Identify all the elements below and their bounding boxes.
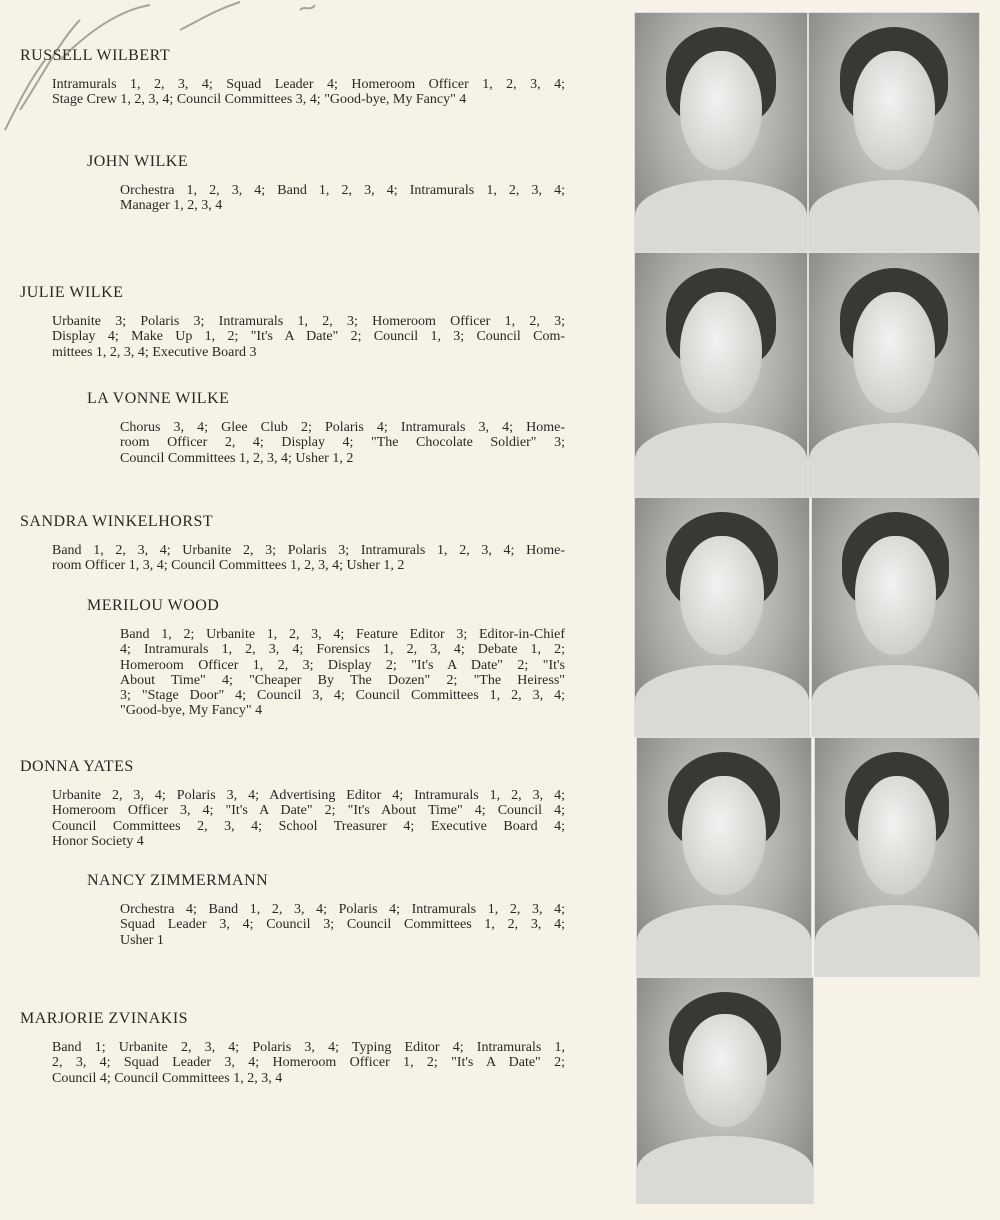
activities-text xyxy=(120,420,565,466)
activities-line: mittees 1, 2, 3, 4; Executive Board 3 xyxy=(52,344,257,360)
student-portrait-photo xyxy=(636,977,814,1204)
portrait-body-shape xyxy=(815,905,979,976)
activities-line: room Officer 1, 3, 4; Council Committees 1, 2, 3, 4; Usher 1, 2 xyxy=(52,558,405,574)
student-portrait-photo xyxy=(634,252,808,497)
activities-text xyxy=(52,314,565,360)
portrait-body-shape xyxy=(809,180,979,251)
activities-line: Honor Society 4 xyxy=(52,833,144,849)
portrait-face xyxy=(853,51,935,170)
portrait-face xyxy=(680,292,763,414)
student-portrait-photo xyxy=(636,737,812,977)
activities-line: 4; Intramurals 1, 2, 3, 4; Forensics 1, 2, 3, 4; Debate 1, 2; xyxy=(120,642,565,658)
student-name: LA VONNE WILKE xyxy=(87,390,230,407)
student-name: JULIE WILKE xyxy=(20,284,124,301)
activities-line: "Good-bye, My Fancy" 4 xyxy=(120,703,263,719)
activities-line: Intramurals 1, 2, 3, 4; Squad Leader 4; Homeroom Officer 1, 2, 3, 4; xyxy=(52,77,565,92)
activities-line: Council Committees 2, 3, 4; School Treasurer 4; Executive Board 4; xyxy=(52,818,565,834)
portrait-face xyxy=(855,536,935,655)
portrait-face xyxy=(680,51,763,170)
activities-line: Band 1, 2, 3, 4; Urbanite 2, 3; Polaris 3; Intramurals 1, 2, 3, 4; Home- xyxy=(52,543,565,558)
portrait-face xyxy=(680,536,764,655)
student-name: RUSSELL WILBERT xyxy=(20,47,171,64)
activities-line: Chorus 3, 4; Glee Club 2; Polaris 4; Intramurals 3, 4; Home- xyxy=(120,420,565,435)
handwritten-signature-scribble xyxy=(0,0,330,140)
portrait-body-shape xyxy=(635,180,807,251)
student-portrait-photo xyxy=(634,497,810,737)
portrait-body-shape xyxy=(637,905,811,976)
activities-text xyxy=(120,902,565,948)
activities-line: Band 1, 2; Urbanite 1, 2, 3, 4; Feature Editor 3; Editor-in-Chief xyxy=(120,627,565,642)
student-name: SANDRA WINKELHORST xyxy=(20,513,214,530)
activities-text xyxy=(52,77,565,108)
portrait-face xyxy=(682,776,766,895)
portrait-body-shape xyxy=(809,423,979,496)
activities-line: 3; "Stage Door" 4; Council 3, 4; Council Committees 1, 2, 3, 4; xyxy=(120,688,565,704)
student-name: JOHN WILKE xyxy=(87,153,189,170)
student-portrait-photo xyxy=(811,497,980,737)
activities-text xyxy=(52,543,565,574)
activities-line: Urbanite 2, 3, 4; Polaris 3, 4; Advertising Editor 4; Intramurals 1, 2, 3, 4; xyxy=(52,788,565,803)
activities-line: room Officer 2, 4; Display 4; "The Chocolate Soldier" 3; xyxy=(120,435,565,451)
activities-line: Band 1; Urbanite 2, 3, 4; Polaris 3, 4; Typing Editor 4; Intramurals 1, xyxy=(52,1040,565,1055)
activities-line: About Time" 4; "Cheaper By The Dozen" 2; "The Heiress" xyxy=(120,672,565,688)
student-name: NANCY ZIMMERMANN xyxy=(87,872,269,889)
activities-text xyxy=(52,1040,565,1086)
activities-text xyxy=(52,788,565,849)
student-portrait-photo xyxy=(634,12,808,252)
activities-line: Display 4; Make Up 1, 2; "It's A Date" 2; Council 1, 3; Council Com- xyxy=(52,329,565,345)
activities-text xyxy=(120,627,565,719)
portrait-face xyxy=(683,1014,767,1127)
activities-line: Manager 1, 2, 3, 4 xyxy=(120,198,223,214)
activities-line: Urbanite 3; Polaris 3; Intramurals 1, 2, 3; Homeroom Officer 1, 2, 3; xyxy=(52,314,565,329)
portrait-body-shape xyxy=(635,665,809,736)
activities-line: 2, 3, 4; Squad Leader 3, 4; Homeroom Officer 1, 2; "It's A Date" 2; xyxy=(52,1055,565,1071)
portrait-body-shape xyxy=(635,423,807,496)
portrait-face xyxy=(853,292,935,414)
activities-line: Orchestra 1, 2, 3, 4; Band 1, 2, 3, 4; Intramurals 1, 2, 3, 4; xyxy=(120,183,565,198)
activities-line: Homeroom Officer 3, 4; "It's A Date" 2; "It's About Time" 4; Council 4; xyxy=(52,803,565,819)
student-name: MARJORIE ZVINAKIS xyxy=(20,1010,189,1027)
activities-text xyxy=(120,183,565,214)
student-name: DONNA YATES xyxy=(20,758,134,775)
portrait-body-shape xyxy=(637,1136,813,1204)
portrait-body-shape xyxy=(812,665,979,736)
activities-line: Usher 1 xyxy=(120,932,164,948)
portrait-face xyxy=(858,776,937,895)
activities-line: Squad Leader 3, 4; Council 3; Council Committees 1, 2, 3, 4; xyxy=(120,917,565,933)
activities-line: Council 4; Council Committees 1, 2, 3, 4 xyxy=(52,1070,283,1086)
activities-line: Council Committees 1, 2, 3, 4; Usher 1, 2 xyxy=(120,450,354,466)
student-portrait-photo xyxy=(808,12,980,252)
activities-line: Stage Crew 1, 2, 3, 4; Council Committees 3, 4; "Good-bye, My Fancy" 4 xyxy=(52,92,467,108)
activities-line: Orchestra 4; Band 1, 2, 3, 4; Polaris 4; Intramurals 1, 2, 3, 4; xyxy=(120,902,565,917)
activities-line: Homeroom Officer 1, 2, 3; Display 2; "It's A Date" 2; "It's xyxy=(120,657,565,673)
student-portrait-photo xyxy=(808,252,980,497)
student-portrait-photo xyxy=(814,737,980,977)
student-name: MERILOU WOOD xyxy=(87,597,220,614)
